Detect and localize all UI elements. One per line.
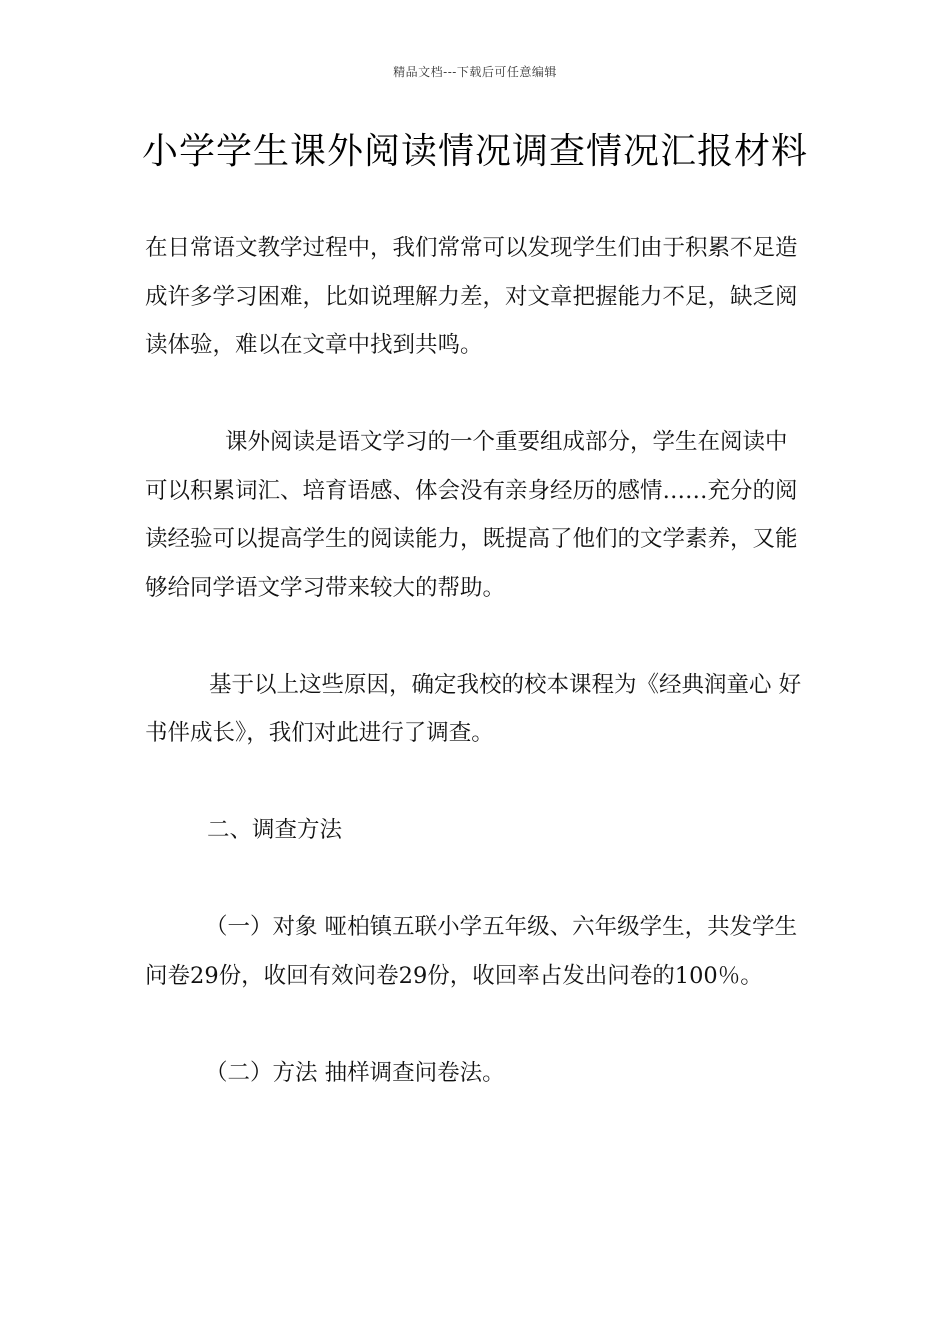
section-heading-survey-method: 二、调查方法 [207,817,343,843]
paragraph-intro: 在日常语文教学过程中，我们常常可以发现学生们由于积累不足造成许多学习困难，比如说理解力差，对文章把握能力不足，缺乏阅读体验，难以在文章中找到共鸣。 [145,235,798,358]
paragraph-extracurricular-reading: 课外阅读是语文学习的一个重要组成部分，学生在阅读中可以积累词汇、培育语感、体会没有亲身经历的感情……充分的阅读经验可以提高学生的阅读能力，既提高了他们的文学素养，又能够给同学语文学习带来较大的帮助。 [145,429,798,601]
paragraph-survey-subjects: （一）对象 哑柏镇五联小学五年级、六年级学生，共发学生问卷29份，收回有效问卷29份，收回率占发出问卷的100％。 [145,914,798,989]
document-title: 小学学生课外阅读情况调查情况汇报材料 [141,131,808,172]
paragraph-survey-method: （二）方法 抽样调查问卷法。 [205,1059,505,1086]
page-header: 精品文档---下载后可任意编辑 [393,65,557,79]
document-body [145,224,807,1097]
paragraph-course-basis: 基于以上这些原因，确定我校的校本课程为《经典润童心 好书伴成长》，我们对此进行了调查。 [145,671,802,746]
